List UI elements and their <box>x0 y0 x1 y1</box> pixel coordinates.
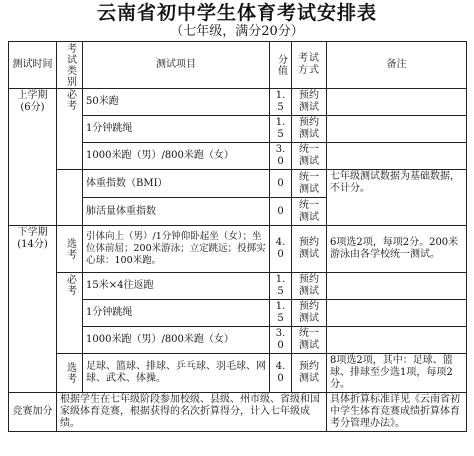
method-cell: 预约测试 <box>292 89 327 116</box>
header-score: 分值 <box>270 42 292 89</box>
score-cell: 1.5 <box>270 89 292 116</box>
notes-cell <box>327 143 467 170</box>
score-cell: 1.5 <box>270 273 292 300</box>
header-notes: 备注 <box>327 42 467 89</box>
footer-description: 根据学生在七年级阶段参加校级、县级、州市级、省级和国家级体育竞赛，根据获得的名次折算得分，计入七年级成绩。 <box>57 393 327 432</box>
page-title: 云南省初中学生体育考试安排表 <box>96 2 377 24</box>
table-row <box>9 273 467 300</box>
header-method: 考试方式 <box>292 42 327 89</box>
method-cell: 统一测试 <box>292 170 327 198</box>
category-elective: 选考 <box>57 226 83 273</box>
table-row <box>9 354 467 393</box>
footer-reference: 具体折算标准详见《云南省初中学生体育竞赛成绩折算体育考分管理办法》。 <box>327 393 467 432</box>
item-cell: 50米跑 <box>83 89 270 116</box>
score-cell: 4.0 <box>270 354 292 393</box>
notes-elective1: 6项选2项，每项2分。200米游泳由各学校统一测试。 <box>327 226 467 273</box>
header-category: 考试类别 <box>57 42 83 89</box>
item-cell: 15米×4往返跑 <box>83 273 270 300</box>
notes-elective2: 8项选2项，其中：足球、篮球、排球至少选1项，每项2分。 <box>327 354 467 393</box>
header-items: 测试项目 <box>83 42 270 89</box>
period-first: 上学期 (6分) <box>9 89 57 226</box>
method-cell: 预约测试 <box>292 273 327 300</box>
table-row <box>9 170 467 198</box>
notes-cell <box>327 327 467 354</box>
item-cell: 引体向上（男）/1分钟仰卧起坐（女）；坐位体前屈；200米游泳；立定跳远；投掷实心球：100米跑。 <box>83 226 270 273</box>
item-cell: 足球、篮球、排球、乒乓球、羽毛球、网球、武术、体操。 <box>83 354 270 393</box>
item-cell: 肺活量体重指数 <box>83 198 270 226</box>
schedule-table <box>8 41 467 432</box>
method-cell: 预约测试 <box>292 226 327 273</box>
item-cell: 1分钟跳绳 <box>83 300 270 327</box>
method-cell: 统一测试 <box>292 198 327 226</box>
method-cell: 预约测试 <box>292 354 327 393</box>
footer-row <box>9 393 467 432</box>
item-cell: 1分钟跳绳 <box>83 116 270 143</box>
item-cell: 体重指数（BMI） <box>83 170 270 198</box>
score-cell: 3.0 <box>270 143 292 170</box>
table-row <box>9 89 467 116</box>
table-row <box>9 226 467 273</box>
notes-bmi: 七年级测试数据为基础数据，不计分。 <box>327 170 467 226</box>
notes-cell <box>327 273 467 300</box>
notes-cell <box>327 116 467 143</box>
period-second: 下学期 (14分) <box>9 226 57 393</box>
notes-cell <box>327 300 467 327</box>
score-cell: 1.5 <box>270 300 292 327</box>
method-cell: 统一测试 <box>292 327 327 354</box>
score-cell: 1.5 <box>270 116 292 143</box>
page-subtitle: （七年级，满分20分） <box>170 24 304 39</box>
method-cell: 预约测试 <box>292 300 327 327</box>
score-cell: 3.0 <box>270 327 292 354</box>
category-required-2: 必考 <box>57 273 83 354</box>
method-cell: 预约测试 <box>292 116 327 143</box>
item-cell: 1000米跑（男）/800米跑（女） <box>83 143 270 170</box>
category-elective-2: 选考 <box>57 354 83 393</box>
score-cell: 0 <box>270 170 292 198</box>
score-cell: 4.0 <box>270 226 292 273</box>
category-empty <box>57 170 83 226</box>
notes-cell <box>327 89 467 116</box>
method-cell: 统一测试 <box>292 143 327 170</box>
score-cell: 0 <box>270 198 292 226</box>
category-required: 必考 <box>57 89 83 170</box>
footer-label: 竞赛加分 <box>9 393 57 432</box>
item-cell: 1000米跑（男）/800米跑（女） <box>83 327 270 354</box>
header-row <box>9 42 467 89</box>
header-time: 测试时间 <box>9 42 57 89</box>
